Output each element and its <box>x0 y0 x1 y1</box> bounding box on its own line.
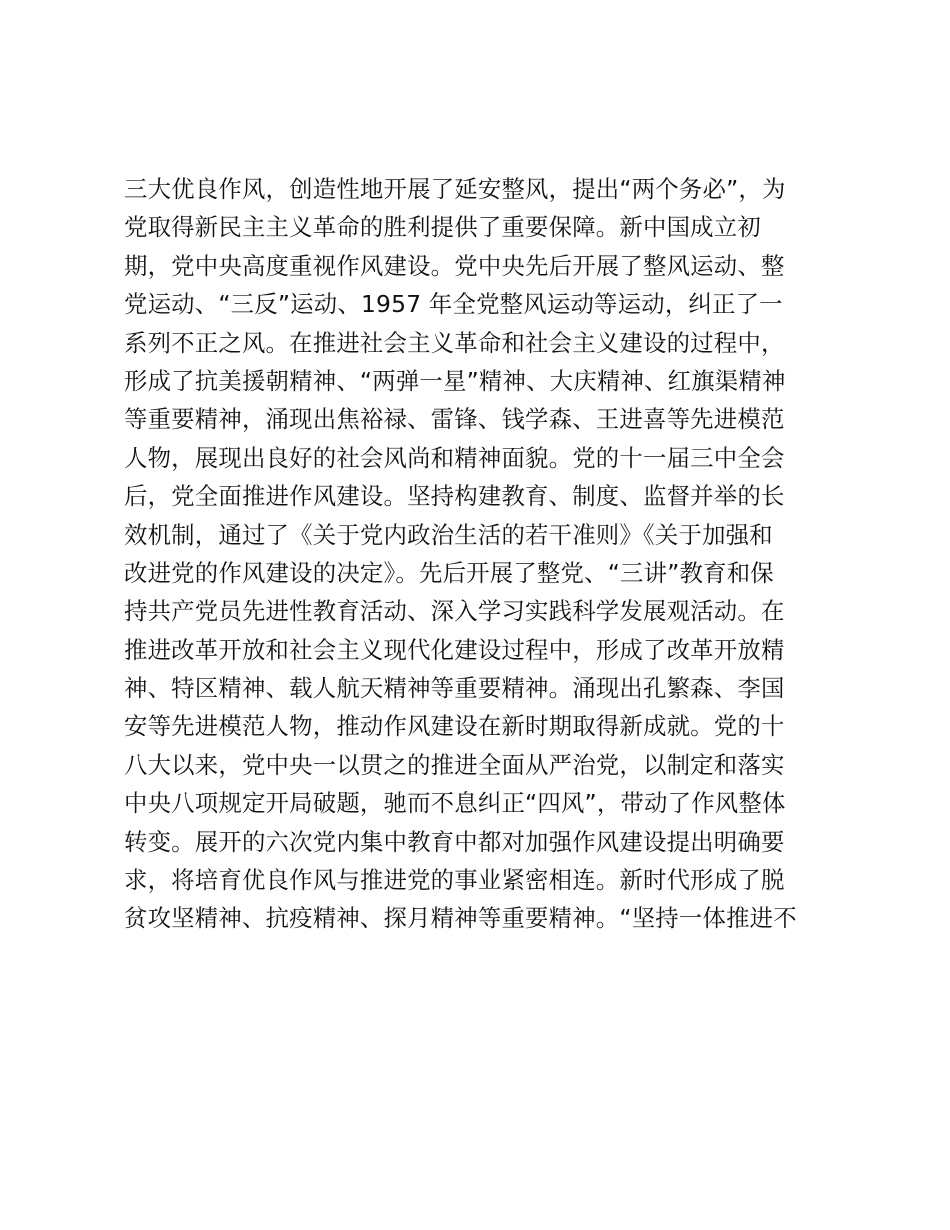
text-line: 期，党中央高度重视作风建设。党中央先后开展了整风运动、整 <box>124 251 785 280</box>
text-line: 持共产党员先进性教育活动、深入学习实践科学发展观活动。在 <box>124 597 785 626</box>
text-line: 效机制，通过了《关于党内政治生活的若干准则》《关于加强和 <box>124 520 773 549</box>
text-line: 推进改革开放和社会主义现代化建设过程中，形成了改革开放精 <box>124 635 785 664</box>
text-line: 中央八项规定开局破题，驰而不息纠正“四风”，带动了作风整体 <box>124 789 786 818</box>
text-line: 后，党全面推进作风建设。坚持构建教育、制度、监督并举的长 <box>124 482 785 511</box>
text-line: 八大以来，党中央一以贯之的推进全面从严治党，以制定和落实 <box>124 750 785 779</box>
text-line: 求，将培育优良作风与推进党的事业紧密相连。新时代形成了脱 <box>124 866 785 895</box>
text-line: 等重要精神，涌现出焦裕禄、雷锋、钱学森、王进喜等先进模范 <box>124 405 785 434</box>
text-line: 形成了抗美援朝精神、“两弹一星”精神、大庆精神、红旗渠精神 <box>124 366 786 395</box>
body-paragraph <box>124 170 836 938</box>
text-line: 转变。展开的六次党内集中教育中都对加强作风建设提出明确要 <box>124 827 785 856</box>
text-line: 贫攻坚精神、抗疫精神、探月精神等重要精神。“坚持一体推进不 <box>124 904 797 933</box>
text-line: 安等先进模范人物，推动作风建设在新时期取得新成就。党的十 <box>124 712 785 741</box>
text-line: 改进党的作风建设的决定》。先后开展了整党、“三讲”教育和保 <box>124 558 774 587</box>
text-line: 三大优良作风，创造性地开展了延安整风，提出“两个务必”，为 <box>124 175 786 203</box>
text-line: 人物，展现出良好的社会风尚和精神面貌。党的十一届三中全会 <box>124 443 785 472</box>
text-line: 神、特区精神、载人航天精神等重要精神。涌现出孔繁森、李国 <box>124 674 785 703</box>
text-line: 党取得新民主主义革命的胜利提供了重要保障。新中国成立初 <box>124 213 761 242</box>
text-line: 系列不正之风。在推进社会主义革命和社会主义建设的过程中， <box>124 328 785 357</box>
text-line: 党运动、“三反”运动、1957 年全党整风运动等运动，纠正了一 <box>124 290 783 319</box>
